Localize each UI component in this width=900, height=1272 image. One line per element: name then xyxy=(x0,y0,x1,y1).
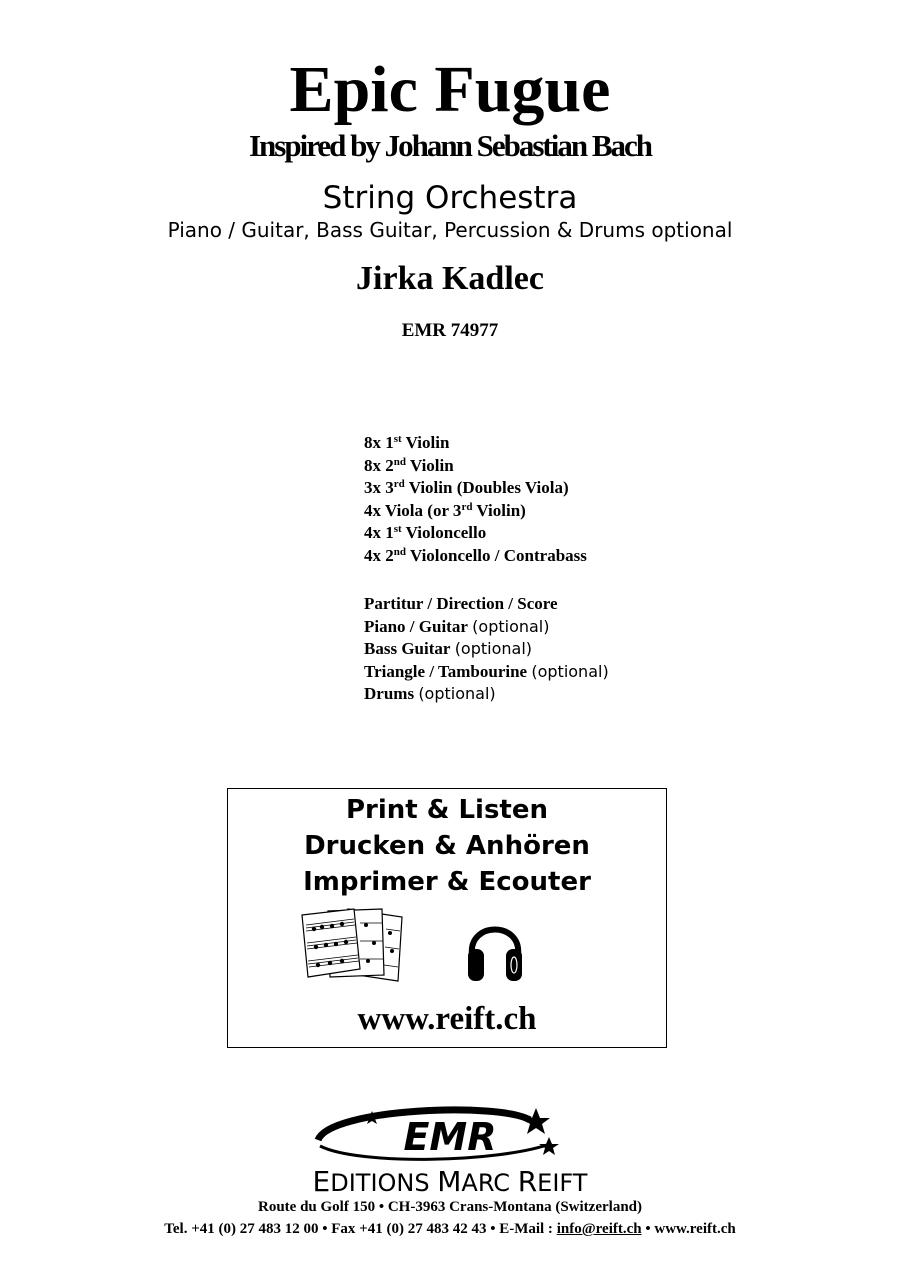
extra-item: Drums (optional) xyxy=(364,684,496,704)
extra-item: Triangle / Tambourine (optional) xyxy=(364,661,609,681)
print-listen-box xyxy=(227,788,667,1048)
publisher-address: Route du Golf 150 • CH-3963 Crans-Montana (Switzerland) xyxy=(258,1199,642,1215)
optional-instruments: Piano / Guitar, Bass Guitar, Percussion & Drums optional xyxy=(167,218,733,242)
headphones-icon xyxy=(464,911,526,987)
publisher-contact: Tel. +41 (0) 27 483 12 00 • Fax +41 (0) 27 483 42 43 • E-Mail : info@reift.ch • www.reift.ch xyxy=(164,1221,736,1237)
extra-item: Piano / Guitar (optional) xyxy=(364,616,550,636)
composer-name: Jirka Kadlec xyxy=(356,260,544,297)
print-listen-heading-fr: Imprimer & Ecouter xyxy=(303,867,591,897)
publisher-name: EDITIONS MARC REIFT xyxy=(312,1165,588,1198)
sheet-music-icon xyxy=(298,905,413,985)
part-item: 4x Viola (or 3rd Violin) xyxy=(364,500,526,520)
subtitle: Inspired by Johann Sebastian Bach xyxy=(248,128,652,163)
ensemble-label: String Orchestra xyxy=(322,180,578,216)
part-item: 4x 1st Violoncello xyxy=(364,523,487,543)
print-listen-heading-de: Drucken & Anhören xyxy=(304,831,590,861)
part-item: 4x 2nd Violoncello / Contrabass xyxy=(364,545,587,565)
extras-list xyxy=(364,593,609,706)
extra-item: Bass Guitar (optional) xyxy=(364,639,533,659)
emr-logo-text: EMR xyxy=(403,1115,497,1159)
catalog-code: EMR 74977 xyxy=(401,320,499,341)
website-link[interactable]: www.reift.ch xyxy=(357,1001,537,1037)
print-listen-heading: Print & Listen xyxy=(345,795,549,825)
email-link[interactable]: info@reift.ch xyxy=(556,1221,642,1237)
title: Epic Fugue xyxy=(289,53,611,126)
emr-logo xyxy=(300,1100,600,1170)
part-item: 8x 2nd Violin xyxy=(364,455,454,475)
part-item: 8x 1st Violin xyxy=(364,433,450,452)
parts-list xyxy=(364,432,587,568)
part-item: 3x 3rd Violin (Doubles Viola) xyxy=(364,478,569,498)
extra-item: Partitur / Direction / Score xyxy=(364,594,558,613)
